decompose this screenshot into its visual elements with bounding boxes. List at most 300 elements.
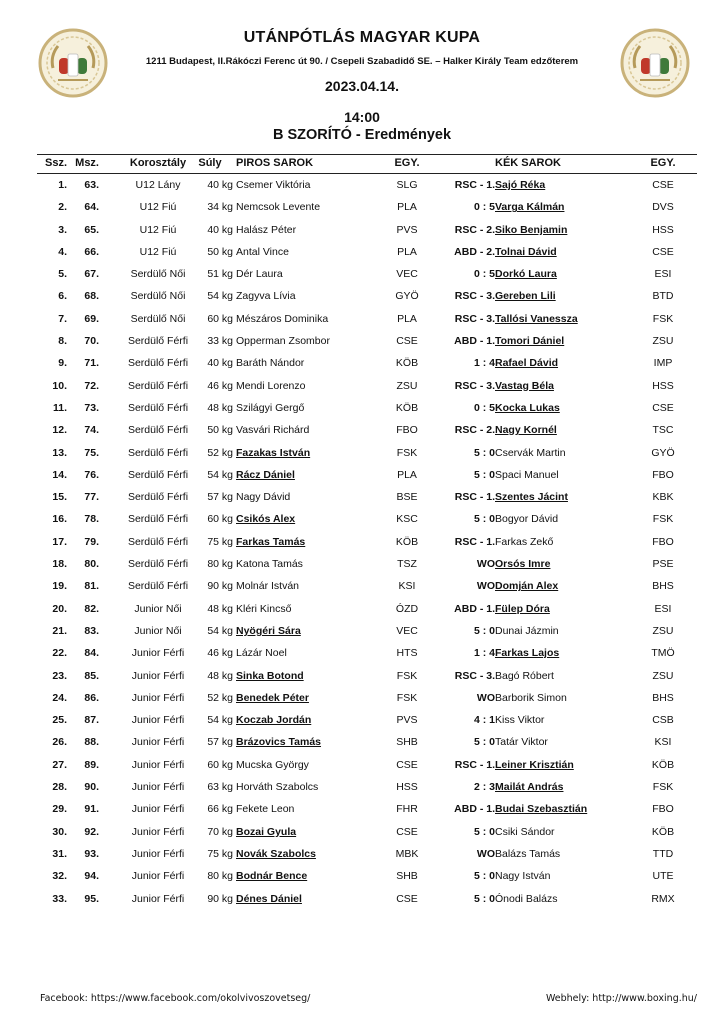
bout-number: 27. — [52, 758, 67, 771]
red-corner-boxer: Molnár István — [236, 580, 300, 593]
match-number: 95. — [84, 892, 99, 905]
bout-result: 2 : 3 — [473, 781, 495, 794]
red-corner-club: PLA — [397, 201, 417, 214]
weight-class: 52 kg — [207, 691, 233, 704]
bout-number: 23. — [52, 669, 67, 682]
bout-number: 26. — [52, 736, 67, 749]
table-row — [37, 620, 697, 642]
bout-number: 9. — [58, 357, 67, 370]
weight-class: 54 kg — [207, 714, 233, 727]
blue-corner-club: PSE — [652, 558, 674, 571]
blue-corner-boxer: Budai Szebasztián — [495, 803, 588, 816]
blue-corner-club: RMX — [651, 892, 675, 905]
bout-number: 24. — [52, 691, 67, 704]
blue-corner-boxer: Bagó Róbert — [495, 669, 554, 682]
red-corner-club: KSC — [396, 513, 418, 526]
match-number: 75. — [84, 446, 99, 459]
match-number: 70. — [84, 335, 99, 348]
match-number: 87. — [84, 714, 99, 727]
results-subtitle: B SZORÍTÓ - Eredmények — [272, 127, 452, 143]
bout-number: 18. — [52, 558, 67, 571]
match-number: 71. — [84, 357, 99, 370]
red-corner-club: CSE — [396, 758, 418, 771]
bout-number: 25. — [52, 714, 67, 727]
table-row — [37, 196, 697, 218]
bout-number: 2. — [58, 201, 67, 214]
age-category: Serdülő Női — [130, 268, 186, 281]
bout-number: 29. — [52, 803, 67, 816]
weight-class: 40 kg — [207, 179, 233, 191]
blue-corner-boxer: Tolnai Dávid — [495, 245, 557, 258]
weight-class: 40 kg — [207, 357, 233, 370]
match-number: 67. — [84, 268, 99, 281]
blue-corner-club: FSK — [652, 312, 674, 325]
red-corner-boxer: Halász Péter — [236, 223, 297, 236]
red-corner-boxer: Vasvári Richárd — [236, 424, 310, 437]
col-egy-red: EGY. — [394, 157, 420, 169]
match-number: 63. — [84, 179, 99, 191]
match-number: 83. — [84, 624, 99, 637]
blue-corner-boxer: Spaci Manuel — [495, 468, 559, 481]
red-corner-club: KÖB — [395, 401, 419, 414]
red-corner-boxer: Zagyva Lívia — [236, 290, 296, 303]
red-corner-boxer: Farkas Tamás — [236, 535, 306, 548]
table-row — [37, 219, 697, 241]
bout-number: 30. — [52, 825, 67, 838]
blue-corner-boxer: Leiner Krisztián — [495, 758, 574, 771]
blue-corner-boxer: Fülep Dóra — [495, 602, 550, 615]
facebook-link[interactable]: Facebook: https://www.facebook.com/okolvivoszovetseg/ — [40, 993, 311, 1004]
match-number: 69. — [84, 312, 99, 325]
blue-corner-club: TMÖ — [651, 647, 675, 660]
page-title: UTÁNPÓTLÁS MAGYAR KUPA — [243, 29, 481, 46]
table-row — [37, 508, 697, 530]
red-corner-club: PVS — [396, 223, 418, 236]
bout-number: 14. — [52, 468, 67, 481]
age-category: Junior Férfi — [131, 669, 185, 682]
age-category: Serdülő Női — [130, 290, 186, 303]
blue-corner-club: BHS — [652, 691, 674, 704]
blue-corner-boxer: Bogyor Dávid — [495, 513, 559, 526]
bout-result: 5 : 0 — [473, 736, 495, 749]
bout-number: 17. — [52, 535, 67, 548]
bout-result: ABD - 1. — [454, 803, 495, 816]
blue-corner-boxer: Kocka Lukas — [495, 401, 560, 414]
bout-result: RSC - 1. — [454, 491, 495, 504]
red-corner-boxer: Antal Vince — [236, 245, 289, 258]
match-number: 74. — [84, 424, 99, 437]
age-category: Serdülő Férfi — [127, 535, 189, 548]
table-row — [37, 865, 697, 887]
bout-result: WO — [476, 558, 495, 571]
match-number: 65. — [84, 223, 99, 236]
blue-corner-boxer: Tatár Viktor — [495, 736, 548, 749]
bout-number: 13. — [52, 446, 67, 459]
blue-corner-boxer: Szentes Jácint — [495, 491, 568, 504]
match-number: 77. — [84, 491, 99, 504]
table-row — [37, 419, 697, 441]
weight-class: 48 kg — [207, 669, 233, 682]
col-piros-sarok: PIROS SAROK — [236, 157, 314, 169]
weight-class: 75 kg — [207, 847, 233, 860]
red-corner-club: PLA — [397, 245, 417, 258]
age-category: Serdülő Férfi — [127, 335, 189, 348]
blue-corner-boxer: Mailát András — [495, 781, 564, 794]
table-header — [37, 154, 697, 174]
match-number: 79. — [84, 535, 99, 548]
blue-corner-club: FBO — [652, 468, 674, 481]
bout-number: 28. — [52, 781, 67, 794]
age-category: Junior Férfi — [131, 758, 185, 771]
blue-corner-club: DVS — [652, 201, 674, 214]
table-row — [37, 397, 697, 419]
age-category: Serdülő Férfi — [127, 401, 189, 414]
weight-class: 57 kg — [207, 736, 233, 749]
bout-number: 31. — [52, 847, 67, 860]
weight-class: 34 kg — [207, 201, 233, 214]
blue-corner-club: KÖB — [651, 758, 675, 771]
red-corner-club: CSE — [396, 335, 418, 348]
table-row — [37, 754, 697, 776]
weight-class: 63 kg — [207, 781, 233, 794]
blue-corner-club: IMP — [653, 357, 673, 370]
red-corner-club: FSK — [396, 691, 418, 704]
bout-number: 6. — [58, 290, 67, 303]
weight-class: 57 kg — [207, 491, 233, 504]
table-row — [37, 642, 697, 664]
weight-class: 90 kg — [207, 892, 233, 905]
bout-result: 0 : 5 — [473, 268, 495, 281]
weight-class: 75 kg — [207, 535, 233, 548]
table-row — [37, 464, 697, 486]
bout-result: 1 : 4 — [473, 357, 495, 370]
table-row — [37, 531, 697, 553]
bout-result: 5 : 0 — [473, 870, 495, 883]
red-corner-boxer: Opperman Zsombor — [236, 335, 330, 348]
red-corner-boxer: Fekete Leon — [236, 803, 295, 816]
blue-corner-club: BTD — [652, 290, 674, 303]
table-row — [37, 352, 697, 374]
table-row — [37, 888, 697, 910]
table-row — [37, 731, 697, 753]
match-number: 64. — [84, 201, 99, 214]
age-category: Serdülő Férfi — [127, 513, 189, 526]
age-category: Serdülő Férfi — [127, 491, 189, 504]
red-corner-boxer: Bodnár Bence — [236, 870, 308, 883]
red-corner-club: KÖB — [395, 535, 419, 548]
age-category: U12 Fiú — [139, 223, 177, 236]
bout-result: RSC - 3. — [454, 290, 495, 303]
red-corner-boxer: Nyögéri Sára — [236, 624, 301, 637]
blue-corner-boxer: Tomori Dániel — [495, 335, 565, 348]
red-corner-club: CSE — [396, 892, 418, 905]
weight-class: 46 kg — [207, 379, 233, 392]
table-row — [37, 821, 697, 843]
bout-number: 16. — [52, 513, 67, 526]
red-corner-boxer: Mendi Lorenzo — [236, 379, 306, 392]
match-number: 82. — [84, 602, 99, 615]
red-corner-club: KSI — [398, 580, 416, 593]
age-category: Junior Férfi — [131, 870, 185, 883]
blue-corner-club: KSI — [654, 736, 672, 749]
red-corner-club: HSS — [396, 781, 418, 794]
bout-number: 8. — [58, 335, 67, 348]
red-corner-boxer: Nagy Dávid — [236, 491, 291, 504]
blue-corner-boxer: Farkas Zekő — [495, 535, 554, 548]
blue-corner-boxer: Dunai Jázmin — [495, 624, 559, 637]
blue-corner-boxer: Kiss Viktor — [495, 714, 545, 727]
blue-corner-boxer: Sajó Réka — [495, 179, 546, 191]
session-time: 14:00 — [344, 109, 380, 125]
match-number: 89. — [84, 758, 99, 771]
blue-corner-club: HSS — [652, 379, 674, 392]
blue-corner-boxer: Rafael Dávid — [495, 357, 559, 370]
match-number: 85. — [84, 669, 99, 682]
red-corner-boxer: Katona Tamás — [236, 558, 303, 571]
match-number: 94. — [84, 870, 99, 883]
bout-number: 15. — [52, 491, 67, 504]
red-corner-club: SHB — [396, 736, 418, 749]
red-corner-boxer: Rácz Dániel — [236, 468, 295, 481]
weight-class: 60 kg — [207, 513, 233, 526]
red-corner-club: BSE — [396, 491, 418, 504]
age-category: Junior Férfi — [131, 781, 185, 794]
red-corner-club: KÖB — [395, 357, 419, 370]
match-number: 92. — [84, 825, 99, 838]
red-corner-club: MBK — [395, 847, 419, 860]
red-corner-boxer: Brázovics Tamás — [236, 736, 322, 749]
match-number: 66. — [84, 245, 99, 258]
red-corner-club: TSZ — [397, 558, 417, 571]
weight-class: 54 kg — [207, 624, 233, 637]
weight-class: 50 kg — [207, 424, 233, 437]
blue-corner-club: FSK — [652, 513, 674, 526]
table-row — [37, 776, 697, 798]
bout-result: RSC - 1. — [454, 179, 495, 191]
table-row — [37, 263, 697, 285]
blue-corner-boxer: Nagy István — [495, 870, 551, 883]
bout-number: 5. — [58, 268, 67, 281]
age-category: Serdülő Férfi — [127, 558, 189, 571]
age-category: Serdülő Férfi — [127, 424, 189, 437]
blue-corner-boxer: Orsós Imre — [495, 558, 551, 571]
red-corner-boxer: Mészáros Dominika — [236, 312, 329, 325]
weight-class: 70 kg — [207, 825, 233, 838]
age-category: Serdülő Női — [130, 312, 186, 325]
bout-result: RSC - 2. — [454, 424, 495, 437]
blue-corner-boxer: Ónodi Balázs — [495, 892, 558, 905]
bout-result: RSC - 3. — [454, 669, 495, 682]
blue-corner-club: KBK — [652, 491, 674, 504]
red-corner-boxer: Csemer Viktória — [236, 179, 311, 191]
red-corner-club: SHB — [396, 870, 418, 883]
age-category: Junior Férfi — [131, 825, 185, 838]
weight-class: 50 kg — [207, 245, 233, 258]
weight-class: 90 kg — [207, 580, 233, 593]
weight-class: 60 kg — [207, 312, 233, 325]
blue-corner-boxer: Gereben Lili — [495, 290, 556, 303]
blue-corner-club: ZSU — [652, 335, 674, 348]
match-number: 93. — [84, 847, 99, 860]
age-category: Serdülő Férfi — [127, 580, 189, 593]
age-category: Junior Női — [134, 602, 182, 615]
age-category: U12 Fiú — [139, 201, 177, 214]
bout-result: 0 : 5 — [473, 201, 495, 214]
weight-class: 80 kg — [207, 870, 233, 883]
red-corner-boxer: Koczab Jordán — [236, 714, 312, 727]
bout-result: 5 : 0 — [473, 513, 495, 526]
age-category: Junior Férfi — [131, 647, 185, 660]
bout-result: 5 : 0 — [473, 892, 495, 905]
weight-class: 46 kg — [207, 647, 233, 660]
col-kek-sarok: KÉK SAROK — [495, 157, 562, 169]
website-link[interactable]: Webhely: http://www.boxing.hu/ — [545, 993, 697, 1004]
bout-result: RSC - 2. — [454, 223, 495, 236]
match-number: 81. — [84, 580, 99, 593]
table-row — [37, 486, 697, 508]
blue-corner-boxer: Varga Kálmán — [495, 201, 565, 214]
bout-number: 7. — [58, 312, 67, 325]
red-corner-boxer: Baráth Nándor — [236, 357, 305, 370]
results-table — [37, 154, 697, 910]
weight-class: 33 kg — [207, 335, 233, 348]
red-corner-club: ÓZD — [395, 602, 419, 615]
red-corner-boxer: Benedek Péter — [236, 691, 309, 704]
age-category: Junior Férfi — [131, 736, 185, 749]
bout-result: RSC - 3. — [454, 379, 495, 392]
weight-class: 48 kg — [207, 602, 233, 615]
blue-corner-boxer: Siko Benjamin — [495, 223, 568, 236]
blue-corner-club: CSE — [652, 245, 674, 258]
age-category: Junior Női — [134, 624, 182, 637]
blue-corner-boxer: Csiki Sándor — [495, 825, 555, 838]
blue-corner-boxer: Nagy Kornél — [495, 424, 557, 437]
bout-number: 12. — [52, 424, 67, 437]
red-corner-club: FSK — [396, 446, 418, 459]
age-category: Serdülő Férfi — [127, 379, 189, 392]
blue-corner-club: ZSU — [652, 669, 674, 682]
bout-result: 5 : 0 — [473, 446, 495, 459]
red-corner-boxer: Dér Laura — [236, 268, 283, 281]
match-number: 80. — [84, 558, 99, 571]
red-corner-boxer: Novák Szabolcs — [236, 847, 316, 860]
bout-result: RSC - 3. — [454, 312, 495, 325]
table-row — [37, 174, 697, 196]
red-corner-boxer: Kléri Kincső — [236, 602, 292, 615]
blue-corner-boxer: Vastag Béla — [495, 379, 554, 392]
match-number: 88. — [84, 736, 99, 749]
table-row — [37, 709, 697, 731]
red-corner-boxer: Sinka Botond — [236, 669, 304, 682]
bout-result: RSC - 1. — [454, 758, 495, 771]
match-number: 68. — [84, 290, 99, 303]
match-number: 86. — [84, 691, 99, 704]
red-corner-boxer: Szilágyi Gergő — [236, 401, 305, 414]
bout-result: 5 : 0 — [473, 624, 495, 637]
red-corner-club: VEC — [396, 268, 418, 281]
weight-class: 66 kg — [207, 803, 233, 816]
blue-corner-boxer: Tallósi Vanessza — [495, 312, 578, 325]
match-number: 90. — [84, 781, 99, 794]
col-egy-blue: EGY. — [650, 157, 676, 169]
table-row — [37, 843, 697, 865]
blue-corner-club: ZSU — [652, 624, 674, 637]
blue-corner-boxer: Barborik Simon — [495, 691, 567, 704]
bout-result: 4 : 1 — [473, 714, 495, 727]
bout-number: 20. — [52, 602, 67, 615]
table-row — [37, 330, 697, 352]
table-row — [37, 553, 697, 575]
red-corner-club: FBO — [396, 424, 418, 437]
red-corner-boxer: Csikós Alex — [236, 513, 296, 526]
blue-corner-boxer: Domján Alex — [495, 580, 559, 593]
age-category: U12 Lány — [135, 179, 181, 191]
col-korosztaly: Korosztály — [129, 157, 187, 169]
bout-number: 33. — [52, 892, 67, 905]
age-category: Junior Férfi — [131, 847, 185, 860]
red-corner-club: SLG — [396, 179, 418, 191]
bout-number: 10. — [52, 379, 67, 392]
table-row — [37, 442, 697, 464]
col-msz: Msz. — [75, 157, 99, 169]
red-corner-club: HTS — [396, 647, 418, 660]
blue-corner-club: FBO — [652, 803, 674, 816]
age-category: Junior Férfi — [131, 691, 185, 704]
bout-result: 5 : 0 — [473, 468, 495, 481]
blue-corner-boxer: Dorkó Laura — [495, 268, 557, 281]
red-corner-boxer: Nemcsok Levente — [236, 201, 321, 214]
red-corner-boxer: Horváth Szabolcs — [236, 781, 319, 794]
weight-class: 54 kg — [207, 468, 233, 481]
age-category: Serdülő Férfi — [127, 357, 189, 370]
match-number: 73. — [84, 401, 99, 414]
bout-result: RSC - 1. — [454, 535, 495, 548]
table-row — [37, 798, 697, 820]
blue-corner-club: ESI — [654, 268, 672, 281]
blue-corner-club: ESI — [654, 602, 672, 615]
bout-result: WO — [476, 580, 495, 593]
match-number: 91. — [84, 803, 99, 816]
bout-result: WO — [476, 691, 495, 704]
bout-result: 5 : 0 — [473, 825, 495, 838]
match-number: 72. — [84, 379, 99, 392]
bout-number: 3. — [58, 223, 67, 236]
age-category: Junior Férfi — [131, 714, 185, 727]
blue-corner-club: BHS — [652, 580, 674, 593]
red-corner-club: PVS — [396, 714, 418, 727]
bout-number: 21. — [52, 624, 67, 637]
table-row — [37, 575, 697, 597]
bout-number: 4. — [58, 245, 67, 258]
age-category: Junior Férfi — [131, 803, 185, 816]
red-corner-boxer: Lázár Noel — [236, 647, 287, 660]
age-category: Serdülő Férfi — [127, 468, 189, 481]
age-category: Junior Férfi — [131, 892, 185, 905]
venue-address: 1211 Budapest, II.Rákóczi Ferenc út 90. / Csepeli Szabadidő SE. – Halker Király Team edzőterem — [145, 56, 579, 67]
bout-number: 32. — [52, 870, 67, 883]
weight-class: 40 kg — [207, 223, 233, 236]
red-corner-club: CSE — [396, 825, 418, 838]
red-corner-club: PLA — [397, 312, 417, 325]
blue-corner-boxer: Farkas Lajos — [495, 647, 560, 660]
blue-corner-boxer: Cservák Martin — [495, 446, 566, 459]
match-number: 84. — [84, 647, 99, 660]
red-corner-club: FHR — [396, 803, 418, 816]
blue-corner-club: HSS — [652, 223, 674, 236]
blue-corner-club: KÖB — [651, 825, 675, 838]
red-corner-club: FSK — [396, 669, 418, 682]
bout-number: 1. — [58, 179, 67, 191]
